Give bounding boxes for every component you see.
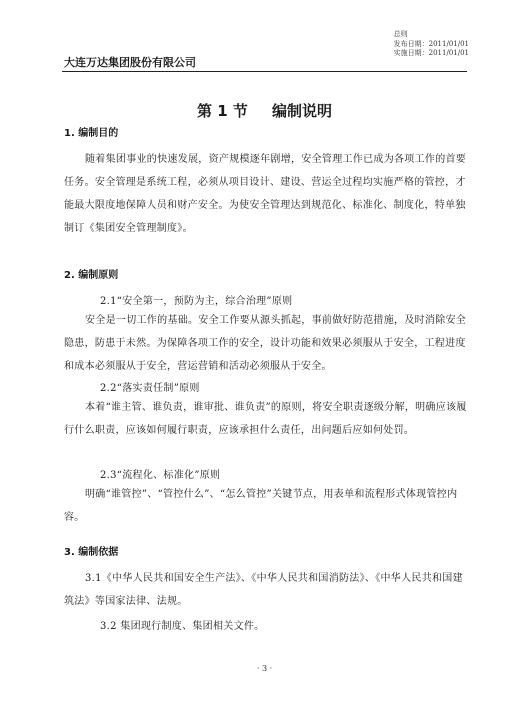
principle-2-3-heading: 2.3“流程化、标准化”原则 — [100, 470, 221, 481]
meta-category: 总则 — [393, 30, 408, 38]
section-heading-principles: 2. 编制原则 — [64, 270, 119, 281]
title-section-number: 第 1 节 — [197, 102, 248, 120]
section-heading-purpose: 1. 编制目的 — [64, 128, 119, 139]
meta-effective-date: 实施日期：2011/01/01 — [393, 49, 469, 57]
principle-2-2-heading: 2.2“落实责任制”原则 — [100, 383, 200, 394]
principle-2-1-text: 安全是一切工作的基础。安全工作要从源头抓起，事前做好防范措施，及时消除安全隐患，防患于未然。为保障各项工作的安全，设计功能和效果必须服从于安全，工程进度和成本必须服从于安全，营运营销和活动必须服从于安全。 — [64, 315, 467, 372]
paragraph-purpose: 随着集团事业的快速发展，资产规模逐年剧增，安全管理工作已成为各项工作的首要任务。安全管理是系统工程，必须从项目设计、建设、营运全过程均实施严格的管控，才能最大限度地保障人员和财产安全。为使安全管理达到规范化、标准化、制度化，特单独制订《集团安全管理制度》。 — [64, 154, 467, 234]
company-name: 大连万达集团股份有限公司 — [64, 56, 196, 69]
principle-2-2-text: 本着“谁主管、谁负责，谁审批、谁负责”的原则，将安全职责逐级分解，明确应该履行什么职责，应该如何履行职责，应该承担什么责任，出问题后应如何处罚。 — [64, 402, 467, 436]
title-section-name: 编制说明 — [271, 102, 332, 120]
header-divider — [62, 71, 467, 72]
document-meta — [394, 30, 469, 59]
page-number: · 3 · — [256, 664, 273, 673]
meta-publish-date: 发布日期：2011/01/01 — [393, 39, 469, 48]
principle-2-1-heading: 2.1“安全第一，预防为主，综合治理”原则 — [100, 296, 293, 307]
page-title — [0, 100, 529, 121]
principle-2-3-text: 明确“谁管控”、“管控什么”、“怎么管控”关键节点，用表单和流程形式体现管控内容。 — [64, 489, 458, 523]
basis-3-1: 3.1《中华人民共和国安全生产法》、《中华人民共和国消防法》、《中华人民共和国建筑法》等国家法律、法规。 — [64, 573, 463, 607]
section-heading-basis: 3. 编制依据 — [64, 547, 119, 558]
basis-3-2: 3.2 集团现行制度、集团相关文件。 — [100, 621, 265, 632]
